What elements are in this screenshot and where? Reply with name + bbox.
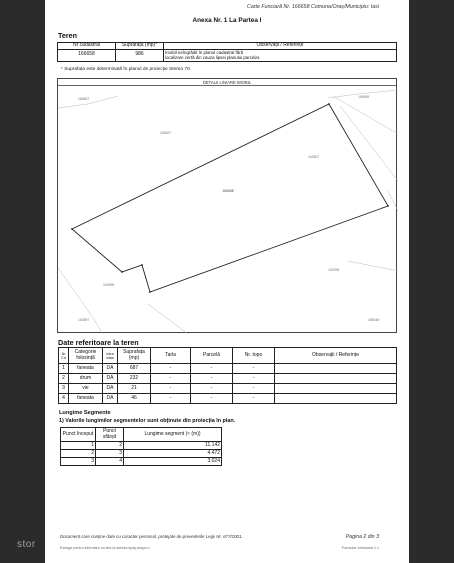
table-cell: 46 xyxy=(118,394,151,404)
footer-disclaimer: Document care conține date cu caracter personal, protejate de prevederile Legii Nr. 677/2001. xyxy=(60,534,243,539)
col-parcela: Parcelă xyxy=(191,348,233,364)
col-intravilan: Intra vilan xyxy=(103,348,118,364)
vertex-point xyxy=(149,291,151,293)
table-cell: DA xyxy=(103,374,118,384)
col-nr-crt: Nr Crt xyxy=(59,348,69,364)
table-cell: - xyxy=(151,394,191,404)
table-cell: 3 xyxy=(61,458,96,466)
col-tarla: Tarla xyxy=(151,348,191,364)
plan-header: DETALII LINIARE IMOBIL xyxy=(58,79,396,86)
plan-drawing xyxy=(57,78,397,333)
neighbor-label: 155697 xyxy=(160,131,172,135)
table-cell: 2 xyxy=(59,374,69,384)
neighbor-label: 166657 xyxy=(78,97,90,101)
table-cell: - xyxy=(233,384,275,394)
segmente-subtitle: 1) Valorile lungimilor segmentelor sunt obținute din proiecția în plan. xyxy=(59,418,236,424)
obs-line-1: Imobil neîngrădit în planul cadastral fără xyxy=(165,50,244,56)
document-page xyxy=(45,0,409,563)
teren-table xyxy=(57,42,397,62)
parcel-plan-svg xyxy=(58,86,398,334)
col-lungime: Lungime segment (≈ (m)) xyxy=(124,428,222,442)
neighbor-label: 156959 xyxy=(358,95,370,99)
table-row xyxy=(59,374,397,384)
footer-online-note: Extrage pentru informare on-line la adresa epay.ancpi.ro xyxy=(60,546,150,550)
table-cell: DA xyxy=(103,364,118,374)
table-row xyxy=(59,364,397,374)
table-cell: 687 xyxy=(118,364,151,374)
cell-suprafata: 986 xyxy=(116,49,164,61)
table-cell: - xyxy=(191,364,233,374)
col-nr-topo: Nr. topo xyxy=(233,348,275,364)
table-cell: - xyxy=(151,374,191,384)
neighbor-label: 152098 xyxy=(328,268,340,272)
col-suprafata-mp: Suprafața (mp) xyxy=(118,348,151,364)
table-cell: - xyxy=(191,394,233,404)
page-number: Pagina 2 din 3 xyxy=(345,534,379,540)
cell-observatii xyxy=(164,49,397,61)
table-cell: 4 xyxy=(96,458,124,466)
table-cell xyxy=(275,364,397,374)
table-row xyxy=(61,450,222,458)
table-cell: 2 xyxy=(61,450,96,458)
table-cell xyxy=(275,374,397,384)
table-cell: 3.024 xyxy=(124,458,222,466)
table-cell: 1 xyxy=(61,442,96,450)
vertex-point xyxy=(121,271,123,273)
vertex-point xyxy=(141,264,143,266)
obs-line-2: localizare certă din cauza lipsei planului parcelar. xyxy=(165,55,261,61)
table-row xyxy=(59,384,397,394)
cf-reference: Carte Funciară Nr. 166658 Comuna/Oraș/Municipiu: Iasi xyxy=(247,4,379,10)
teren-note: * Suprafața este determinată în planul de proiecție Stereo 70. xyxy=(61,67,192,72)
neighbor-label: 164897 xyxy=(78,318,90,322)
col-punct-sfarsit: Punct sfârșit xyxy=(96,428,124,442)
table-cell: - xyxy=(191,384,233,394)
table-cell: vie xyxy=(69,384,103,394)
table-cell: 3 xyxy=(96,450,124,458)
table-row xyxy=(61,442,222,450)
watermark: stor xyxy=(17,539,36,550)
table-cell xyxy=(275,394,397,404)
table-cell: 1 xyxy=(59,364,69,374)
table-cell: faneata xyxy=(69,364,103,374)
footer-form-version: Formular versiunea 1.1 xyxy=(342,546,379,550)
segmente-table xyxy=(60,427,222,466)
table-cell: 232 xyxy=(118,374,151,384)
table-cell: 4.472 xyxy=(124,450,222,458)
table-cell: - xyxy=(233,364,275,374)
table-cell: DA xyxy=(103,384,118,394)
segmente-title: Lungime Segmente xyxy=(59,410,111,416)
table-cell: DA xyxy=(103,394,118,404)
table-row xyxy=(61,458,222,466)
vertex-point xyxy=(71,228,73,230)
col-observatii: Observații / Referințe xyxy=(164,43,397,50)
table-cell: faneata xyxy=(69,394,103,404)
table-cell: 3 xyxy=(59,384,69,394)
table-cell: 21 xyxy=(118,384,151,394)
neighbor-lines xyxy=(58,90,398,334)
neighbor-label: 158448 xyxy=(368,318,380,322)
table-cell: - xyxy=(233,374,275,384)
table-cell: - xyxy=(233,394,275,404)
parcel-label: 166658 xyxy=(222,189,234,193)
table-cell xyxy=(275,384,397,394)
col-suprafata: Suprafața (mp)* xyxy=(116,43,164,50)
table-row xyxy=(59,394,397,404)
table-cell: - xyxy=(151,364,191,374)
table-cell: 11.142 xyxy=(124,442,222,450)
table-cell: - xyxy=(151,384,191,394)
col-observatii: Observații / Referințe xyxy=(275,348,397,364)
neighbor-label: 163807 xyxy=(308,155,320,159)
parcel-outline xyxy=(72,104,388,292)
vertex-point xyxy=(328,103,330,105)
table-cell: drum xyxy=(69,374,103,384)
date-referitoare-table xyxy=(58,347,397,404)
col-nr-cadastral: Nr cadastral xyxy=(58,43,116,50)
teren-title: Teren xyxy=(58,31,78,40)
cell-nr-cadastral: 166658 xyxy=(58,49,116,61)
neighbor-label: 154998 xyxy=(103,283,115,287)
col-categorie: Categorie folosință xyxy=(69,348,103,364)
annex-title: Anexa Nr. 1 La Partea I xyxy=(192,17,262,24)
date-referitoare-title: Date referitoare la teren xyxy=(58,338,139,347)
vertex-point xyxy=(387,205,389,207)
table-cell: 2 xyxy=(96,442,124,450)
table-cell: - xyxy=(191,374,233,384)
table-cell: 4 xyxy=(59,394,69,404)
col-punct-inceput: Punct început xyxy=(61,428,96,442)
